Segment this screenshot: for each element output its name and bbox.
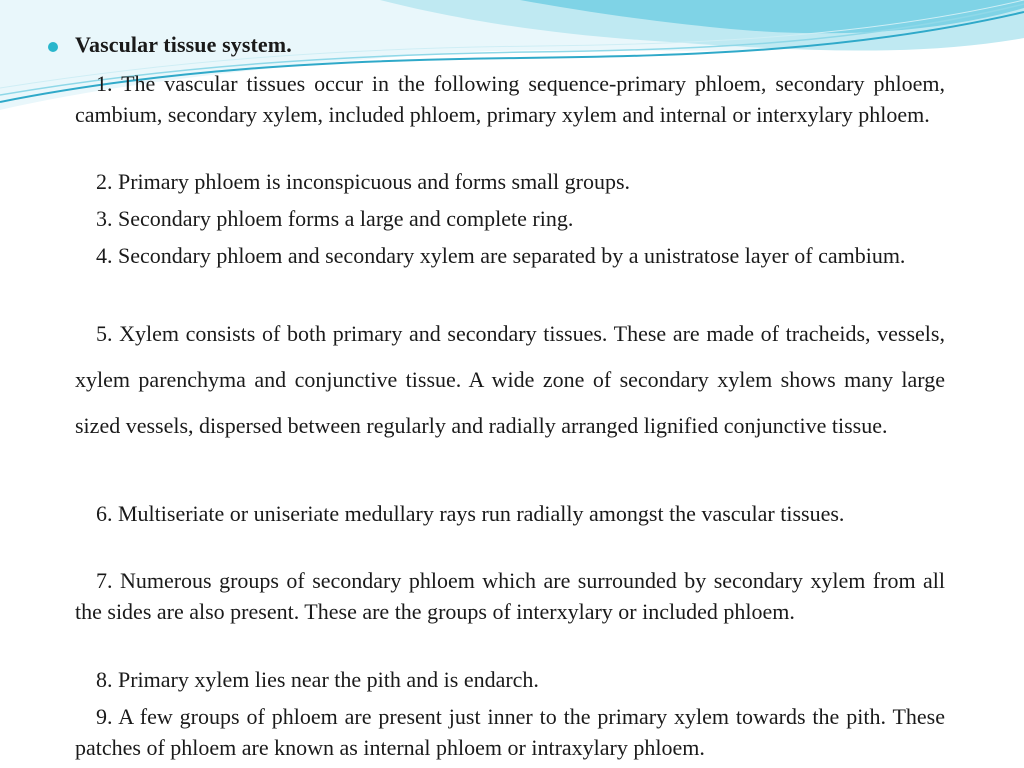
point-text: 3. Secondary phloem forms a large and complete ring. <box>96 206 574 231</box>
point-4 <box>75 241 945 272</box>
point-text: 2. Primary phloem is inconspicuous and forms small groups. <box>96 169 631 194</box>
point-text: 1. The vascular tissues occur in the following sequence-primary phloem, secondary phloem, cambium, secondary xylem, included phloem, primary xylem and internal or interxylary phloem. <box>75 71 945 127</box>
point-6 <box>75 499 945 530</box>
point-2 <box>75 167 945 198</box>
point-9 <box>75 702 945 763</box>
point-text: 5. Xylem consists of both primary and secondary tissues. These are made of tracheids, vessels, xylem parenchyma and conjunctive tissue. A wide zone of secondary xylem shows many large sized vessels, dispersed between regularly and radially arranged lignified conjunctive tissue. <box>75 321 945 438</box>
point-text: 4. Secondary phloem and secondary xylem are separated by a unistratose layer of cambium. <box>96 243 906 268</box>
point-3 <box>75 204 945 235</box>
point-8 <box>75 665 945 696</box>
point-text: 7. Numerous groups of secondary phloem which are surrounded by secondary xylem from all the sides are also present. These are the groups of interxylary or included phloem. <box>75 568 945 624</box>
bullet-icon <box>48 42 58 52</box>
point-1 <box>75 69 945 130</box>
point-7 <box>75 566 945 627</box>
slide-heading: Vascular tissue system. <box>75 32 292 57</box>
point-text: 9. A few groups of phloem are present just inner to the primary xylem towards the pith. These patches of phloem are known as internal phloem or intraxylary phloem. <box>75 704 945 760</box>
point-text: 8. Primary xylem lies near the pith and is endarch. <box>96 667 539 692</box>
point-text: 6. Multiseriate or uniseriate medullary rays run radially amongst the vascular tissues. <box>96 501 845 526</box>
point-5 <box>75 311 945 449</box>
